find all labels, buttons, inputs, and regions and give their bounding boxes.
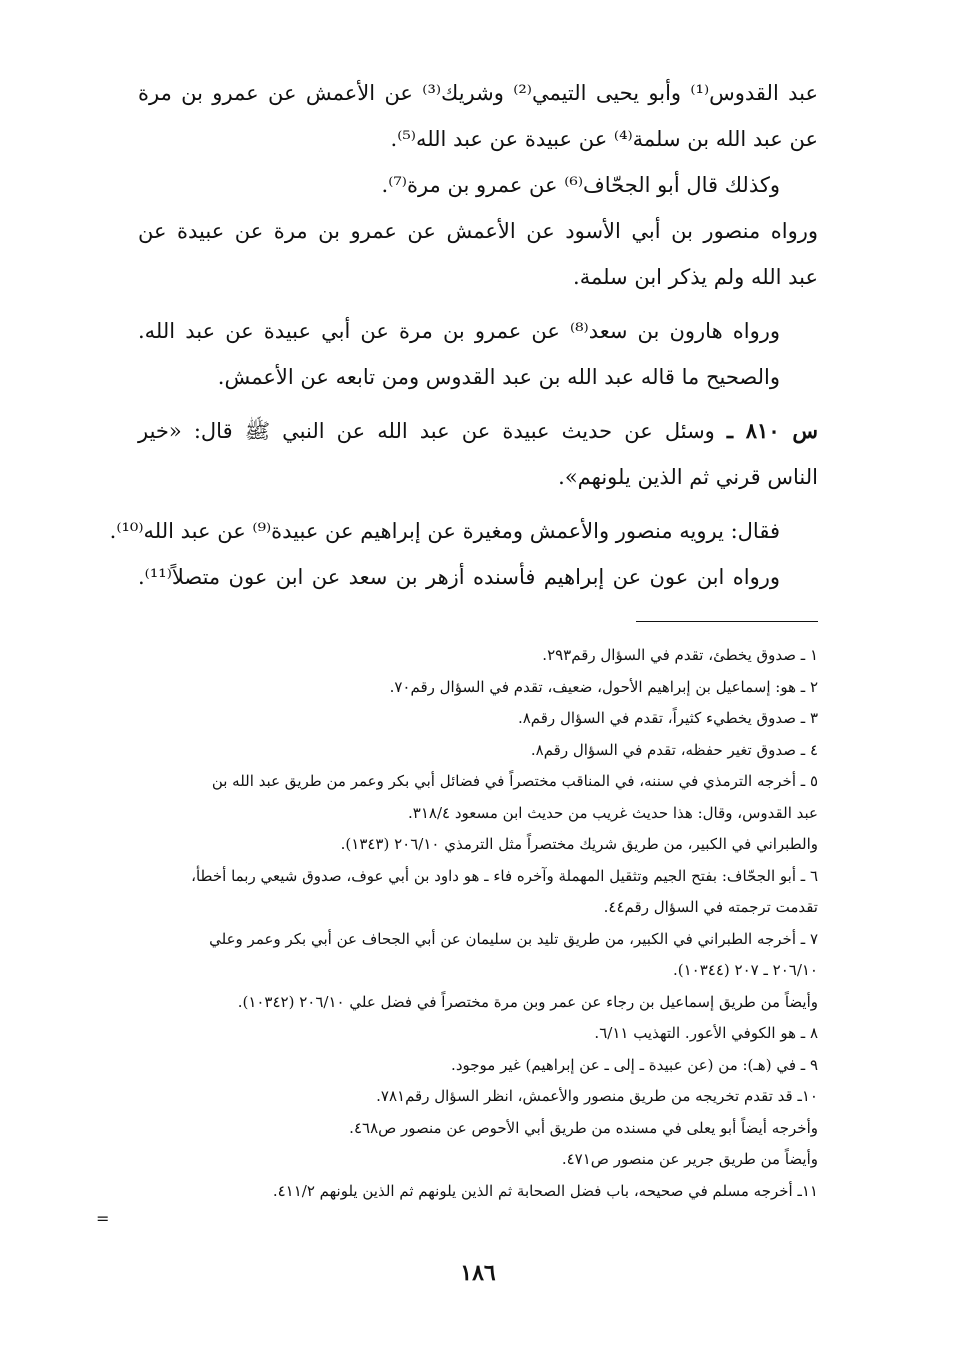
text-line: ورواه هارون بن سعد⁽⁸⁾ عن عمرو بن مرة عن أبي عبيدة عن عبد الله. xyxy=(138,319,780,343)
footnote-continuation: تقدمت ترجمته في السؤال رقم٤٤. xyxy=(603,898,818,916)
footnote-continuation: وأيضاً من طريق إسماعيل بن رجاء عن عمر وبن مرة مختصراً في فضل علي ٢٠٦/١٠ (١٠٣٤٢). xyxy=(237,992,818,1011)
text-line: عبد القدوس⁽¹⁾ وأبو يحيى التيمي⁽²⁾ وشريك⁽³⁾ عن الأعمش عن عمرو بن مرة xyxy=(138,81,818,105)
footnote: ١٠ـ قد تقدم تخريجه من طريق منصور والأعمش، انظر السؤال رقم٧٨١. xyxy=(376,1087,818,1105)
text-line: الناس قرني ثم الذين يلونهم». xyxy=(558,465,818,489)
page-number: ١٨٦ xyxy=(460,1260,496,1286)
text-line: ورواه منصور بن أبي الأسود عن الأعمش عن عمرو بن مرة عن عبيدة عن xyxy=(138,219,818,243)
footnote: ٦ ـ أبو الجحّاف: بفتح الجيم وتثقيل المهملة وآخره فاء ـ هو داود بن أبي عوف، صدوق شيعي ربما أخطأ، xyxy=(191,866,818,885)
main-text xyxy=(109,70,818,600)
footnote: ٧ ـ أخرجه الطبراني في الكبير، من طريق تليد بن سليمان عن أبي الجحاف عن أبي بكر وعمر وعلي xyxy=(209,929,818,948)
text-line: فقال: يرويه منصور والأعمش ومغيرة عن إبراهيم عن عبيدة⁽⁹⁾ عن عبد الله⁽¹⁰⁾. xyxy=(109,519,780,543)
text-line: عن عبد الله بن سلمة⁽⁴⁾ عن عبيدة عن عبد الله⁽⁵⁾. xyxy=(390,127,818,151)
footnote: ٢ ـ هو: إسماعيل بن إبراهيم الأحول، ضعيف، تقدم في السؤال رقم٧٠. xyxy=(389,677,818,696)
footnote: ٨ ـ هو الكوفي الأعور. التهذيب ٦/١١. xyxy=(594,1024,818,1042)
question-number: س ٨١٠ ـ xyxy=(726,418,818,443)
question-text: وسئل عن حديث عبيدة عن عبد الله عن النبي ﷺ قال: «خير xyxy=(138,419,715,443)
footnote-continuation: والطبراني في الكبير، من طريق شريك مختصراً مثل الترمذي ٢٠٦/١٠ (١٣٤٣). xyxy=(340,835,818,853)
footnote: ٩ ـ في (هـ): من (عن عبيدة ـ إلى ـ عن إبراهيم) غير موجود. xyxy=(451,1055,818,1074)
footnote-separator xyxy=(636,621,818,622)
text-line: وكذلك قال أبو الجحّاف⁽⁶⁾ عن عمرو بن مرة⁽⁷⁾. xyxy=(381,173,780,197)
footnote-continuation: وأخرجه أيضاً أبو يعلى في مسنده من طريق أبي الأحوص عن منصور ص٤٦٨. xyxy=(349,1118,818,1137)
text-line: والصحيح ما قاله عبد الله بن عبد القدوس ومن تابعه عن الأعمش. xyxy=(217,365,780,389)
footnote-continuation: وأيضاً من طريق جرير عن منصور ص٤٧١. xyxy=(561,1150,818,1168)
footnotes xyxy=(128,640,818,1207)
question-line xyxy=(138,408,818,454)
footnote: ١١ـ أخرجه مسلم في صحيحه، باب فضل الصحابة ثم الذين يلونهم ثم الذين يلونهم ٤١١/٢. xyxy=(272,1181,818,1200)
footnote-continuation: ٢٠٦/١٠ ـ ٢٠٧ (١٠٣٤٤). xyxy=(673,961,818,979)
text-line: عبد الله ولم يذكر ابن سلمة. xyxy=(573,265,818,289)
footnote-continuation: عبد القدوس، وقال: هذا حديث غريب من حديث ابن مسعود ٣١٨/٤. xyxy=(408,803,818,822)
footnote: ١ ـ صدوق يخطئ، تقدم في السؤال رقم٢٩٣. xyxy=(542,646,818,664)
text-line: ورواه ابن عون عن إبراهيم فأسنده أزهر بن سعد عن ابن عون متصلاً⁽¹¹⁾. xyxy=(138,565,780,589)
footnote: ٤ ـ صدوق تغير حفظه، تقدم في السؤال رقم٨. xyxy=(530,740,818,759)
footnote: ٥ ـ أخرجه الترمذي في سننه، في المناقب مختصراً في فضائل أبي بكر وعمر من طريق عبد الله بن xyxy=(211,772,818,790)
footnote: ٣ ـ صدوق يخطيء كثيراً، تقدم في السؤال رقم٨. xyxy=(517,709,818,727)
margin-mark: = xyxy=(96,1209,110,1228)
